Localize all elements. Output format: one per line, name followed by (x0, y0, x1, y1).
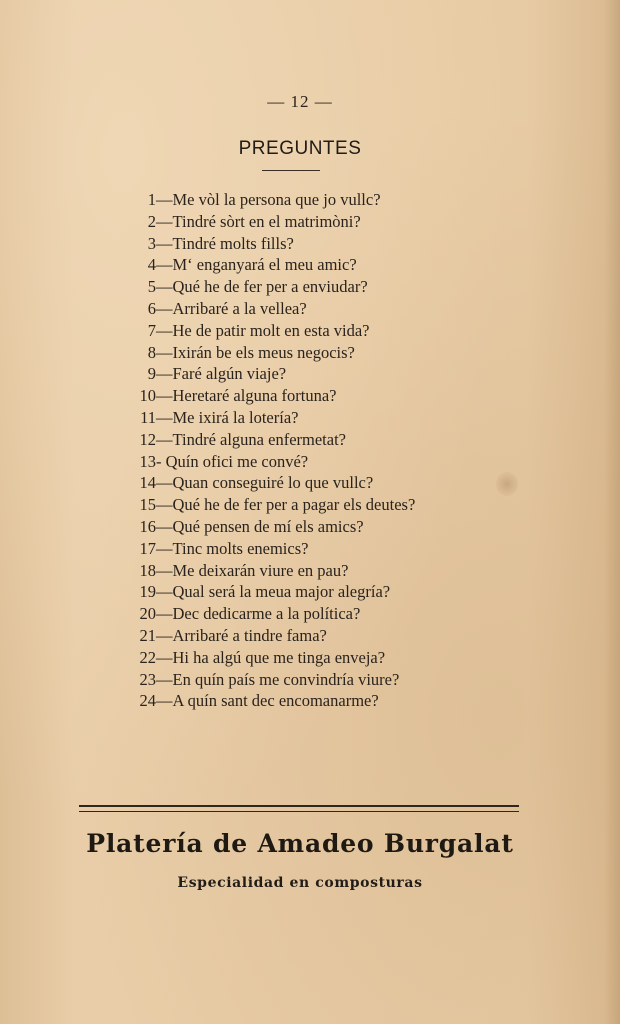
question-text: —Qué pensen de mí els amics? (156, 516, 364, 536)
question-text: —Qué he de fer per a pagar els deutes? (156, 495, 416, 515)
question-item (100, 254, 520, 276)
question-number: 15 (139, 495, 156, 515)
question-text: —He de patir molt en esta vida? (156, 320, 370, 340)
page-number: — 12 — (267, 92, 333, 111)
question-item (100, 320, 520, 342)
question-item (100, 472, 520, 494)
question-number: 17 (139, 538, 156, 558)
question-number: 2 (147, 211, 156, 231)
question-item (100, 233, 520, 255)
question-number: 6 (147, 298, 156, 318)
question-text: —Tindré alguna enfermetat? (156, 429, 346, 449)
question-number: 21 (139, 625, 156, 645)
question-text: —A quín sant dec encomanarme? (156, 691, 379, 711)
question-item (100, 560, 520, 582)
question-number: 11 (140, 407, 156, 427)
page-title: PREGUNTES (238, 138, 362, 159)
question-item (100, 603, 520, 625)
question-number: 19 (139, 582, 156, 602)
question-number: 7 (147, 320, 156, 340)
question-item (100, 516, 520, 538)
footer-rule-thin (79, 811, 519, 812)
question-text: —Dec dedicarme a la política? (156, 604, 361, 624)
question-item (100, 385, 520, 407)
question-text: —Me deixarán viure en pau? (156, 560, 349, 580)
question-number: 9 (147, 364, 156, 384)
question-number: 12 (139, 429, 156, 449)
question-number: 24 (139, 691, 156, 711)
question-item (100, 363, 520, 385)
question-number: 3 (147, 233, 156, 253)
question-text: —Quan conseguiré lo que vullc? (156, 473, 374, 493)
question-text: —Tindré molts fills? (156, 233, 294, 253)
question-item (100, 538, 520, 560)
question-text: —Heretaré alguna fortuna? (156, 386, 337, 406)
question-number: 16 (139, 516, 156, 536)
question-item (100, 189, 520, 211)
question-item (100, 581, 520, 603)
question-item (100, 690, 520, 712)
shop-tagline: Especialidad en composturas (177, 875, 423, 891)
question-number: 14 (139, 473, 156, 493)
question-text: —Ixirán be els meus negocis? (156, 342, 355, 362)
question-number: 10 (139, 386, 156, 406)
question-text: —Qué he de fer per a enviudar? (156, 277, 368, 297)
question-number: 23 (139, 669, 156, 689)
question-number: 20 (139, 604, 156, 624)
question-item (100, 647, 520, 669)
question-number: 22 (139, 647, 156, 667)
question-text: - Quín ofici me convé? (156, 451, 309, 471)
question-text: —Arribaré a la vellea? (156, 298, 307, 318)
page-fold-shadow (604, 0, 620, 1024)
question-number: 18 (139, 560, 156, 580)
question-item (100, 625, 520, 647)
question-text: —Hi ha algú que me tinga enveja? (156, 647, 386, 667)
question-item (100, 298, 520, 320)
shop-name: Platería de Amadeo Burgalat (86, 829, 514, 858)
question-text: —Me vòl la persona que jo vullc? (156, 190, 381, 209)
question-text: —Me ixirá la lotería? (156, 407, 299, 427)
question-number: 8 (147, 342, 156, 362)
question-item (100, 407, 520, 429)
question-item (100, 494, 520, 516)
question-number: 5 (147, 277, 156, 297)
question-text: —Qual será la meua major alegría? (156, 582, 391, 602)
footer-rule-thick (79, 805, 519, 807)
question-item (100, 276, 520, 298)
question-item (100, 342, 520, 364)
question-number: 1 (147, 190, 156, 209)
question-item (100, 669, 520, 691)
question-item (100, 451, 520, 473)
question-text: —Tindré sòrt en el matrimòni? (156, 211, 361, 231)
question-item (100, 429, 520, 451)
title-underline (262, 170, 320, 171)
questions-list (100, 189, 520, 712)
question-text: —M‘ enganyará el meu amic? (156, 255, 357, 275)
question-text: —En quín país me convindría viure? (156, 669, 400, 689)
question-number: 13 (139, 451, 156, 471)
question-number: 4 (147, 255, 156, 275)
question-text: —Arribaré a tindre fama? (156, 625, 327, 645)
question-item (100, 211, 520, 233)
question-text: —Tinc molts enemics? (156, 538, 309, 558)
question-text: —Faré algún viaje? (156, 364, 287, 384)
